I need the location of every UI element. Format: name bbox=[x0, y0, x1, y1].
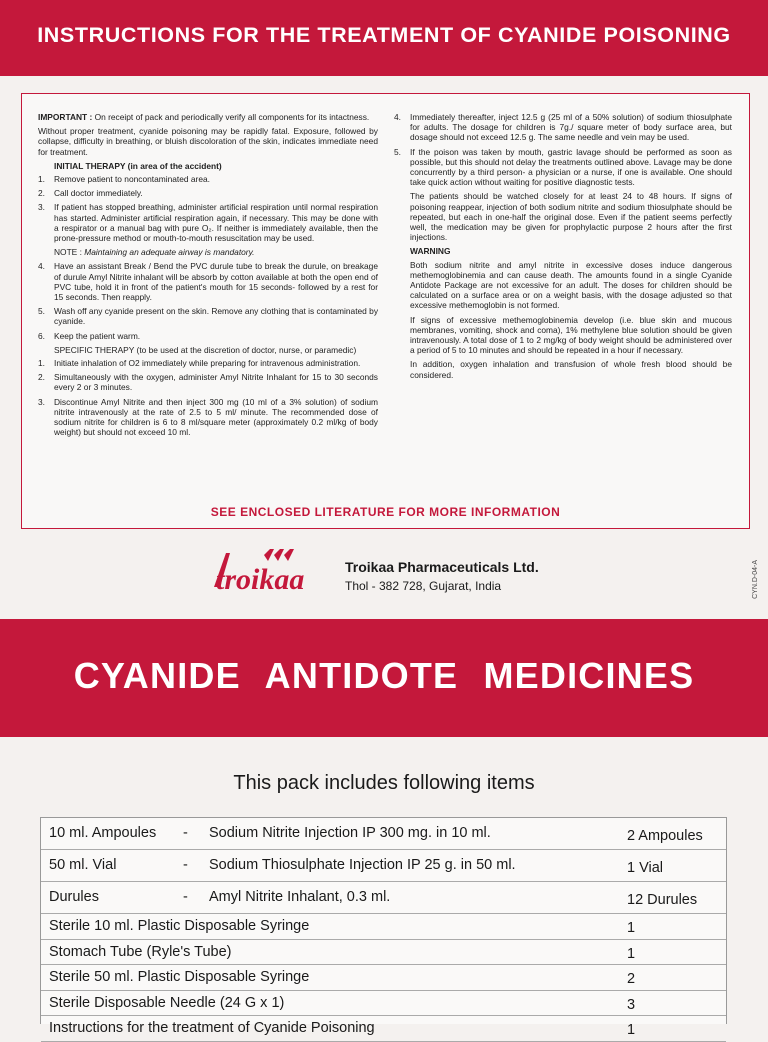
list-item: 4. Immediately thereafter, inject 12.5 g (25 ml of a 50% solution) of sodium thiosulphate for adults. The dosage for children is 7g./ square meter of body surface area, but dosage should not exceed 12.5 g. The same needle and vein may be used. bbox=[394, 112, 732, 143]
warning-para: Both sodium nitrite and amyl nitrite in excessive doses induce dangerous methemoglobinemia and can cause death. The amounts found in a single Cyanide Antidote Package are not excessive for an adult. The doses for children should be calculated on a surface area or on a weight basis, with the dosage adjusted so that excessive methemoglobin is not formed. bbox=[410, 259, 732, 311]
table-row: Durules - Amyl Nitrite Inhalant, 0.3 ml. 12 Durules bbox=[41, 882, 726, 914]
watch-para: The patients should be watched closely for at least 24 to 48 hours. If signs of poisoning reappear, injection of both sodium nitrite and sodium thiosulphate should be repeated, but each in one-half the original dose. Even if the patient seems perfectly well, the medication may be given for prophylactic purpose 2 hours after the first injections. bbox=[410, 191, 732, 243]
list-item: 3. If patient has stopped breathing, administer artificial respiration until normal respiration has started. Administer artificial respiration again, if necessary. This may be done with a respirator or a manual bag with pure O₂. If neither is immediately available, then the prone-pressure method or mouth-to-mouth resuscitation may be used. bbox=[38, 202, 378, 244]
mid-banner-title: CYANIDE ANTIDOTE MEDICINES bbox=[73, 655, 695, 696]
note-label: NOTE : bbox=[54, 247, 85, 258]
list-item: 6. Keep the patient warm. bbox=[38, 330, 141, 341]
company-block bbox=[345, 559, 539, 593]
mid-banner bbox=[0, 619, 768, 737]
troikaa-logo bbox=[212, 547, 338, 595]
instructions-left-column bbox=[38, 112, 378, 441]
list-item: 2. Simultaneously with the oxygen, administer Amyl Nitrite Inhalant for 15 to 30 seconds every 2 or 3 minutes. bbox=[38, 372, 378, 393]
table-row: Stomach Tube (Ryle's Tube) 1 bbox=[41, 940, 726, 966]
pack-items-table bbox=[40, 817, 727, 1039]
signs-para: If signs of excessive methemoglobinemia develop (i.e. blue skin and mucous membranes, vomiting, shock and coma), 1% methylene blue solution should be given intravenously. A total dose of 1 to 2 mg/kg of body weight should be administered over a period of 5 to 10 minutes and should be repeated in a hour if necessary. bbox=[410, 314, 732, 356]
instructions-right-column bbox=[394, 112, 732, 384]
warning-heading: WARNING bbox=[410, 246, 451, 257]
table-row: Sterile 50 ml. Plastic Disposable Syringe 2 bbox=[41, 965, 726, 991]
list-item: 1. Remove patient to noncontaminated area. bbox=[38, 174, 210, 185]
table-row: 10 ml. Ampoules - Sodium Nitrite Injection IP 300 mg. in 10 ml. 2 Ampoules bbox=[41, 818, 726, 850]
important-para bbox=[38, 112, 378, 122]
list-item: 1. Initiate inhalation of O2 immediately while preparing for intravenous administration. bbox=[38, 358, 361, 369]
side-code: CYN.D-04-A bbox=[752, 560, 759, 599]
logo-wordmark: troikaa bbox=[216, 563, 305, 596]
pack-title: This pack includes following items bbox=[233, 772, 535, 794]
important-text: On receipt of pack and periodically verify all components for its intactness. bbox=[92, 112, 370, 122]
company-name: Troikaa Pharmaceuticals Ltd. bbox=[345, 559, 539, 575]
intro-para: Without proper treatment, cyanide poisoning may be rapidly fatal. Exposure, followed by collapse, difficulty in breathing, or bluish discoloration of the skin, indicates immediate need for treatment. bbox=[38, 126, 378, 157]
note-text: Maintaining an adequate airway is mandatory. bbox=[84, 247, 255, 258]
list-item: 5. If the poison was taken by mouth, gastric lavage should be performed as soon as possible, but this should not delay the treatments outlined above. Lavage may be done concurrently by a third person- a physician or a nurse, if one is available. One should take quick action without waiting for positive diagnostic tests. bbox=[394, 146, 732, 188]
specific-therapy-heading: SPECIFIC THERAPY (to be used at the discretion of doctor, nurse, or paramedic) bbox=[54, 344, 357, 355]
initial-therapy-heading: INITIAL THERAPY (in area of the accident) bbox=[54, 160, 222, 171]
table-row: Instructions for the treatment of Cyanide Poisoning 1 bbox=[41, 1016, 726, 1042]
initial-list-continued bbox=[38, 261, 378, 340]
table-row: Sterile 10 ml. Plastic Disposable Syringe 1 bbox=[41, 914, 726, 940]
company-address: Thol - 382 728, Gujarat, India bbox=[345, 579, 502, 593]
top-banner bbox=[0, 0, 768, 76]
list-item: 4. Have an assistant Break / Bend the PVC durule tube to break the durule, on breakage of durule Amyl Nitrite inhalant will be absorb by cotton available at both the open end of PVC tube, hold it in front of the patient's mouth for 15 seconds- followed by a rest for 15 seconds. Then reapply. bbox=[38, 261, 378, 303]
table-row: Sterile Disposable Needle (24 G x 1) 3 bbox=[41, 991, 726, 1017]
note-line bbox=[54, 247, 378, 257]
list-item: 3. Discontinue Amyl Nitrite and then inject 300 mg (10 ml of a 3% solution) of sodium nitrite intravenously at the rate of 2.5 to 5 ml/ minute. The recommended dose of sodium nitrite for children is 6 to 8 ml/square meter (approximately 0.2 ml/kg of body weight) but should not exceed 10 ml. bbox=[38, 396, 378, 438]
initial-list bbox=[38, 174, 378, 243]
see-literature-note: SEE ENCLOSED LITERATURE FOR MORE INFORMATION bbox=[210, 505, 561, 519]
table-row: 50 ml. Vial - Sodium Thiosulphate Injection IP 25 g. in 50 ml. 1 Vial bbox=[41, 850, 726, 882]
instructions-box bbox=[21, 93, 750, 529]
specific-list bbox=[38, 358, 378, 437]
top-banner-title: INSTRUCTIONS FOR THE TREATMENT OF CYANIDE POISONING bbox=[37, 22, 731, 47]
addition-para: In addition, oxygen inhalation and transfusion of whole fresh blood should be considered. bbox=[410, 359, 732, 380]
list-item: 2. Call doctor immediately. bbox=[38, 188, 143, 199]
list-item: 5. Wash off any cyanide present on the skin. Remove any clothing that is contaminated by cyanide. bbox=[38, 306, 379, 327]
important-label: IMPORTANT : bbox=[38, 112, 93, 122]
